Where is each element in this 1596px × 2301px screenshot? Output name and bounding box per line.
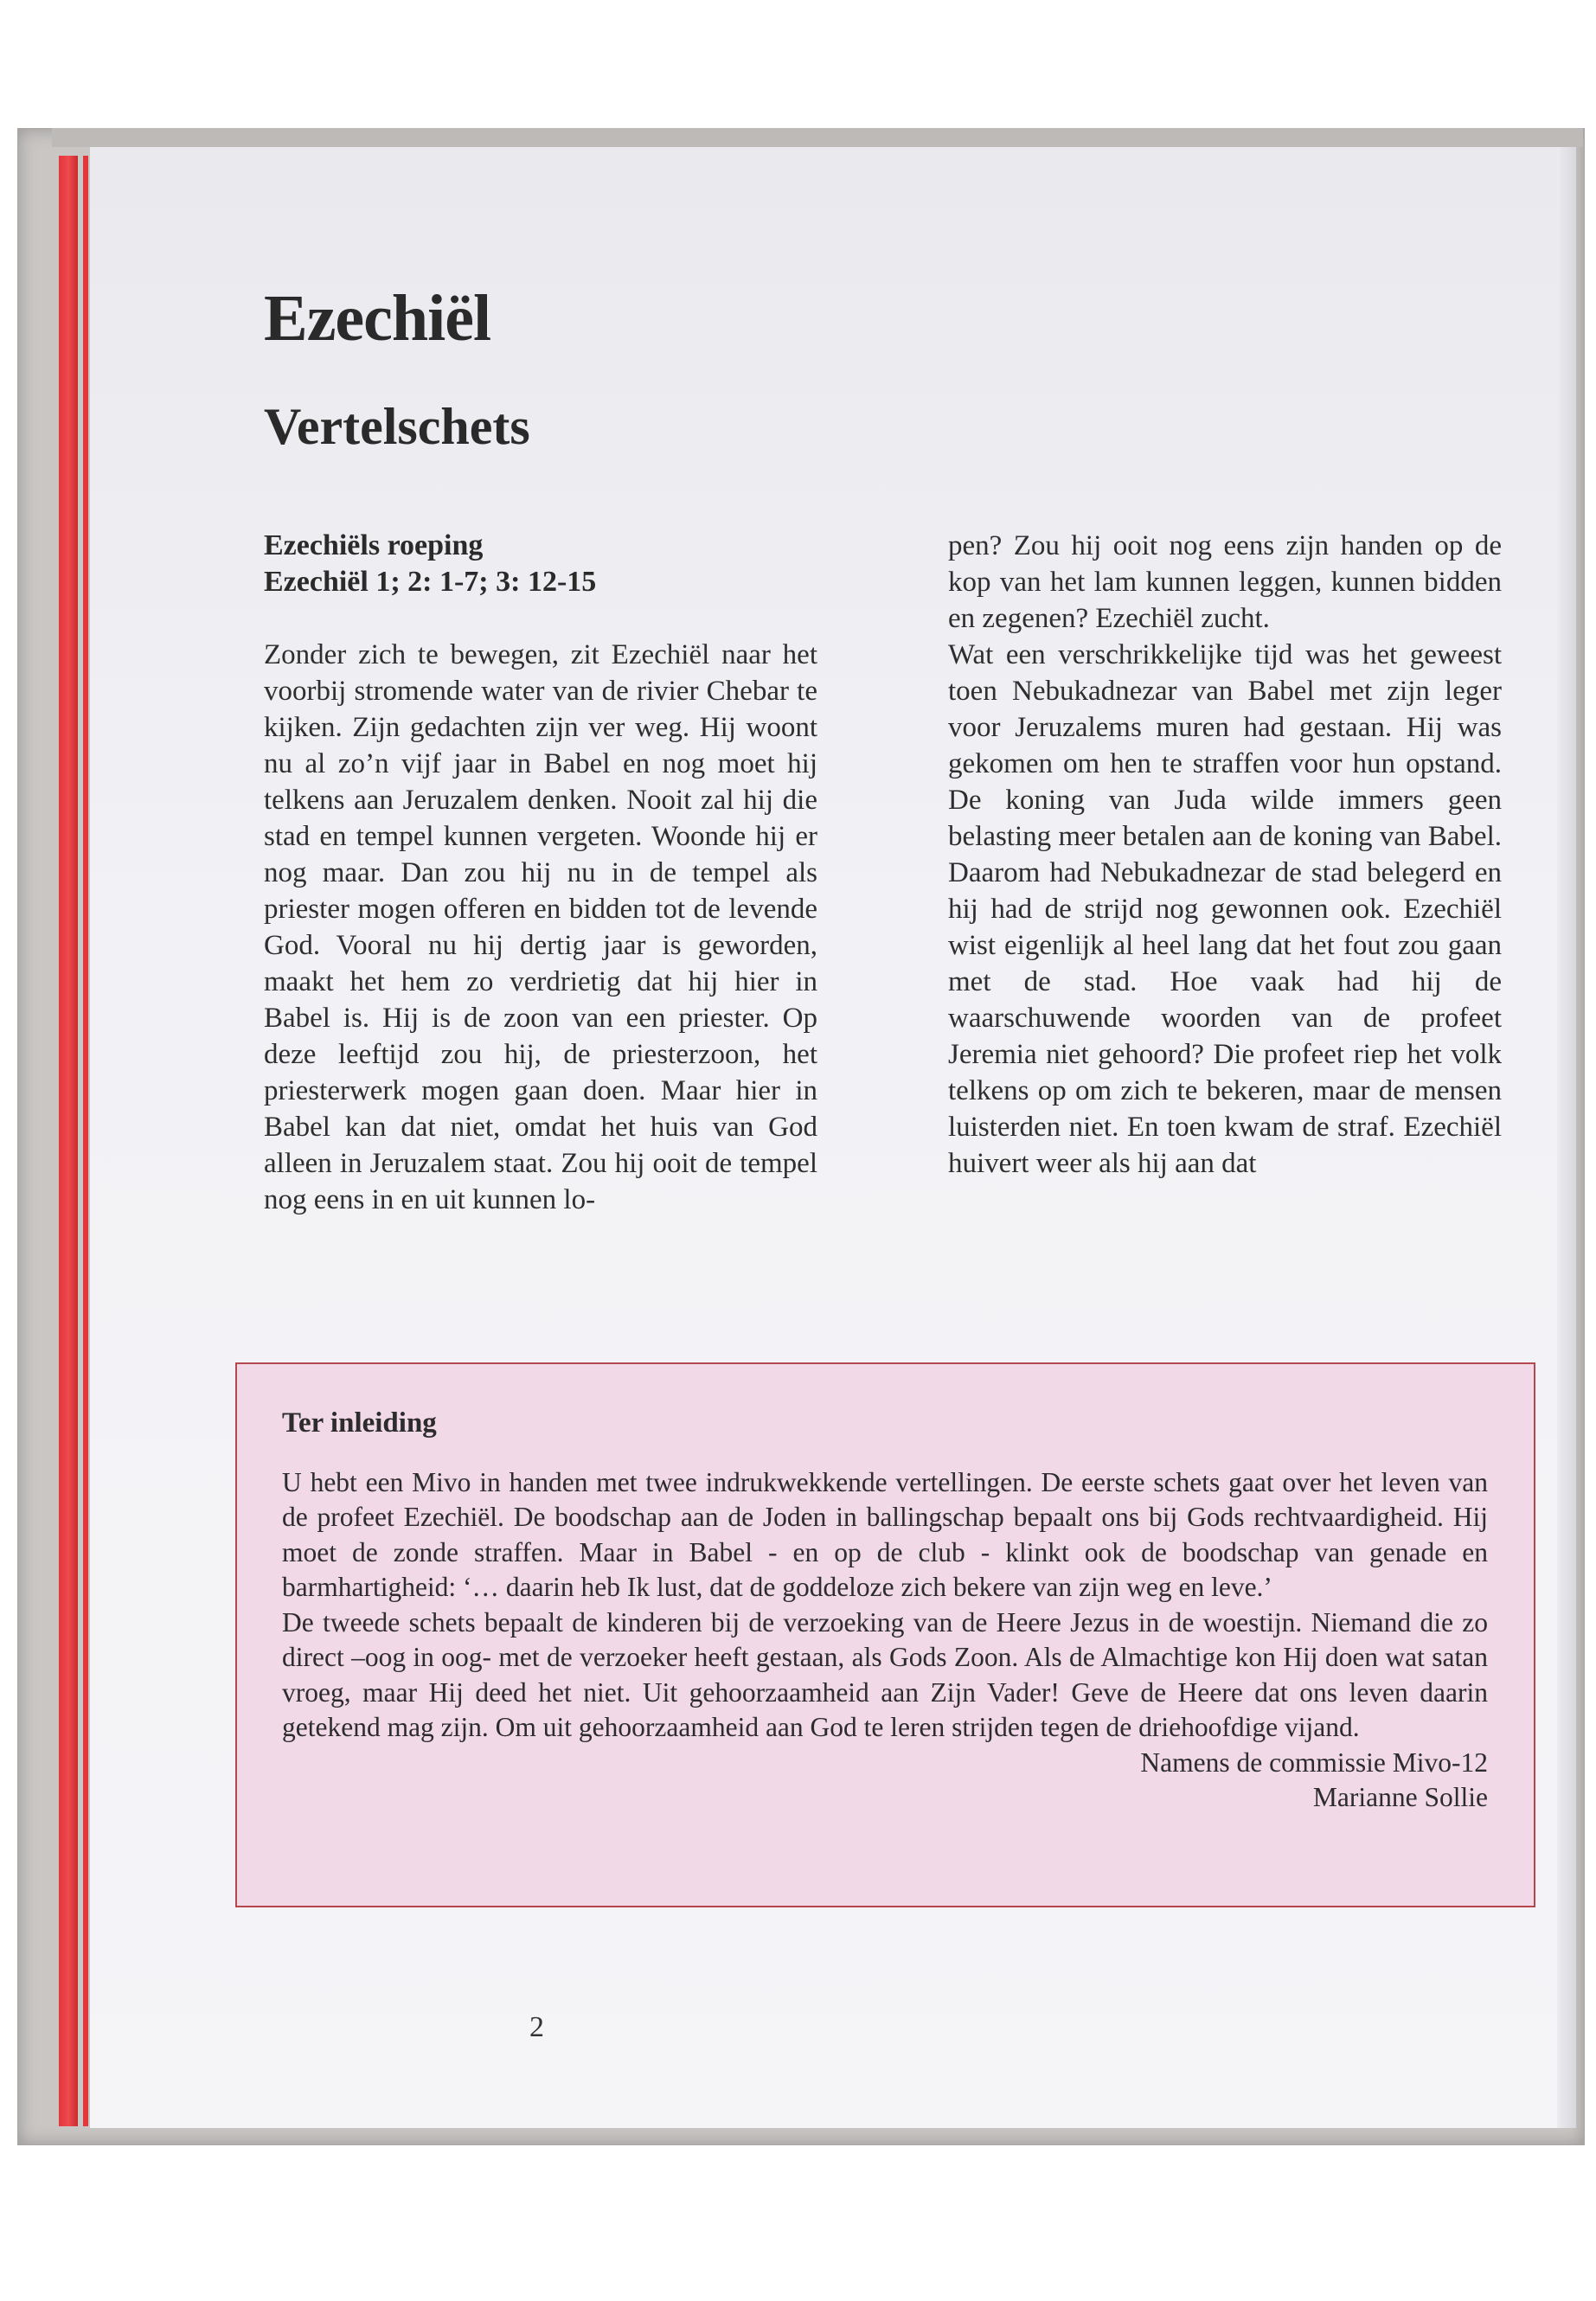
red-spine-strip [59,156,78,2126]
story-paragraph-right-2: Wat een verschrikkelijke tijd was het geweest toen Nebukadnezar van Babel met zijn leger voor Jeruzalems muren had gestaan. Hij was gekomen om hen te straffen voor hun opstand. De koning van Juda wilde immers geen belasting meer betalen aan de koning van Babel. Daarom had Nebukadnezar de stad belegerd en hij had de strijd nog gewonnen ook. Ezechiël wist eigenlijk al heel lang dat het fout zou gaan met de stad. Hoe vaak had hij de waarschuwende woorden van de profeet Jeremia niet gehoord? Die profeet riep het volk telkens op om zich te bekeren, maar de mensen luisterden niet. En toen kwam de straf. Ezechiël huivert weer als hij aan dat [948,639,1502,1179]
spacer [264,600,817,637]
story-paragraph-right-1: pen? Zou hij ooit nog eens zijn handen op de kop van het lam kunnen leggen, kunnen bidden en zegenen? Ezechiël zucht. [948,530,1502,634]
story-right-column [948,528,1502,1182]
scripture-reference: Ezechiël 1; 2: 1-7; 3: 12-15 [264,566,597,598]
signature-line-2: Marianne Sollie [1312,1782,1488,1812]
intro-box-content [282,1406,1488,1816]
page-title: Ezechiël [264,282,491,355]
intro-paragraph-1: U hebt een Mivo in handen met twee indrukwekkende vertellingen. De eerste schets gaat over het leven van de profeet Ezechiël. De boodschap aan de Joden in ballingschap bepaalt ons bij Gods rechtvaardigheid. Hij moet de zonde straffen. Maar in Babel - en op de club - klinkt ook de boodschap van genade en barmhartigheid: ‘… daarin heb Ik lust, dat de goddeloze zich bekere van zijn weg en leve.’ [282,1466,1488,1602]
story-paragraph-left: Zonder zich te bewegen, zit Ezechiël naar het voorbij stromende water van de rivier Chebar te kijken. Zijn gedachten zijn ver weg. Hij woont nu al zo’n vijf jaar in Babel en nog moet hij telkens aan Jeruzalem denken. Nooit zal hij die stad en tempel kunnen vergeten. Woonde hij er nog maar. Dan zou hij nu in de tempel als priester mogen offeren en bidden tot de levende God. Vooral nu hij dertig jaar is geworden, maakt het hem zo verdrietig dat hij hier in Babel is. Hij is de zoon van een priester. Op deze leeftijd zou hij, de priesterzoon, het priesterwerk mogen gaan doen. Maar hier in Babel kan dat niet, omdat het huis van God alleen in Jeruzalem staat. Zou hij ooit de tempel nog eens in en uit kunnen lo- [264,639,817,1215]
page-number: 2 [529,2011,544,2043]
signature-line-1: Namens de commissie Mivo-12 [1140,1747,1488,1778]
intro-paragraph-2: De tweede schets bepaalt de kinderen bij de verzoeking van de Heere Jezus in de woestijn. Niemand die zo direct –oog in oog- met de verzoeker heeft gestaan, als Gods Zoon. Als de Almachtige kon Hij doen wat satan vroeg, maar Hij deed het niet. Uit gehoorzaamheid aan Zijn Vader! Geve de Heere dat ons leven daarin getekend mag zijn. Om uit gehoorzaamheid aan God te leren strijden tegen de driehoofdige vijand. [282,1606,1488,1742]
intro-box [235,1362,1535,1907]
page-subtitle: Vertelschets [264,398,530,455]
red-spine-inner [83,156,88,2126]
section-title: Ezechiëls roeping [264,529,484,561]
binder-top-edge [52,128,1583,147]
page-edge [1557,147,1576,2128]
intro-heading: Ter inleiding [282,1407,437,1439]
story-left-column [264,528,817,1218]
